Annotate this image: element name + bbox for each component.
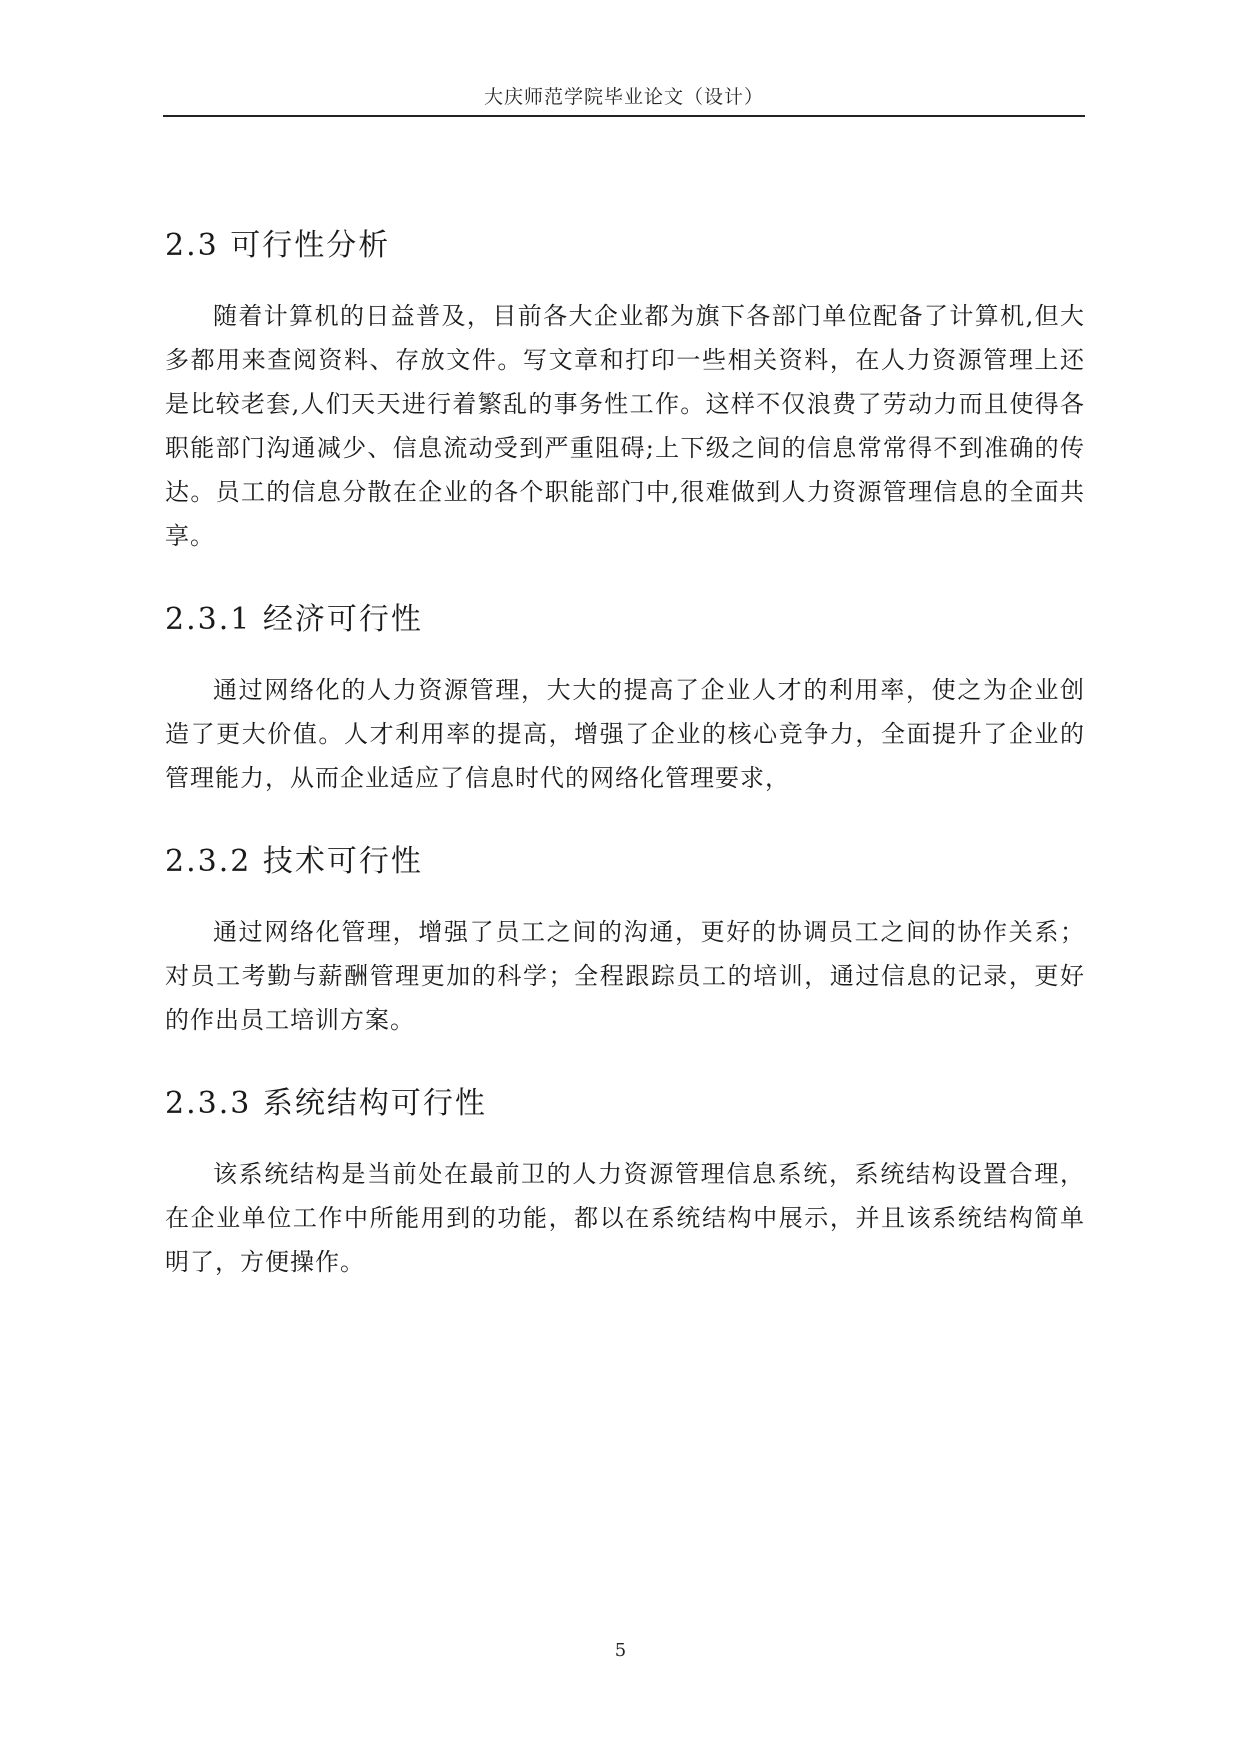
section-paragraph-2-3-3: 该系统结构是当前处在最前卫的人力资源管理信息系统，系统结构设置合理，在企业单位工作中所能用到的功能，都以在系统结构中展示，并且该系统结构简单明了，方便操作。 — [165, 1160, 1085, 1276]
page-header: 大庆师范学院毕业论文（设计） — [483, 86, 764, 108]
document-body — [165, 212, 1085, 1284]
section-heading-2-3-1: 2.3.1 经济可行性 — [165, 602, 423, 637]
header-rule — [163, 115, 1085, 117]
section-paragraph-2-3-1: 通过网络化的人力资源管理，大大的提高了企业人才的利用率，使之为企业创造了更大价值。人才利用率的提高，增强了企业的核心竞争力，全面提升了企业的管理能力，从而企业适应了信息时代的网络化管理要求， — [165, 676, 1085, 792]
section-heading-2-3-3: 2.3.3 系统结构可行性 — [165, 1086, 487, 1121]
page-number: 5 — [614, 1640, 627, 1661]
section-paragraph-2-3-2: 通过网络化管理，增强了员工之间的沟通，更好的协调员工之间的协作关系；对员工考勤与薪酬管理更加的科学；全程跟踪员工的培训，通过信息的记录，更好的作出员工培训方案。 — [165, 918, 1085, 1034]
section-heading-2-3: 2.3 可行性分析 — [165, 228, 391, 263]
section-heading-2-3-2: 2.3.2 技术可行性 — [165, 844, 423, 879]
section-paragraph-2-3: 随着计算机的日益普及，目前各大企业都为旗下各部门单位配备了计算机,但大多都用来查阅资料、存放文件。写文章和打印一些相关资料，在人力资源管理上还是比较老套,人们天天进行着繁乱的事务性工作。这样不仅浪费了劳动力而且使得各职能部门沟通减少、信息流动受到严重阻碍;上下级之间的信息常常得不到准确的传达。员工的信息分散在企业的各个职能部门中,很难做到人力资源管理信息的全面共享。 — [165, 302, 1085, 550]
